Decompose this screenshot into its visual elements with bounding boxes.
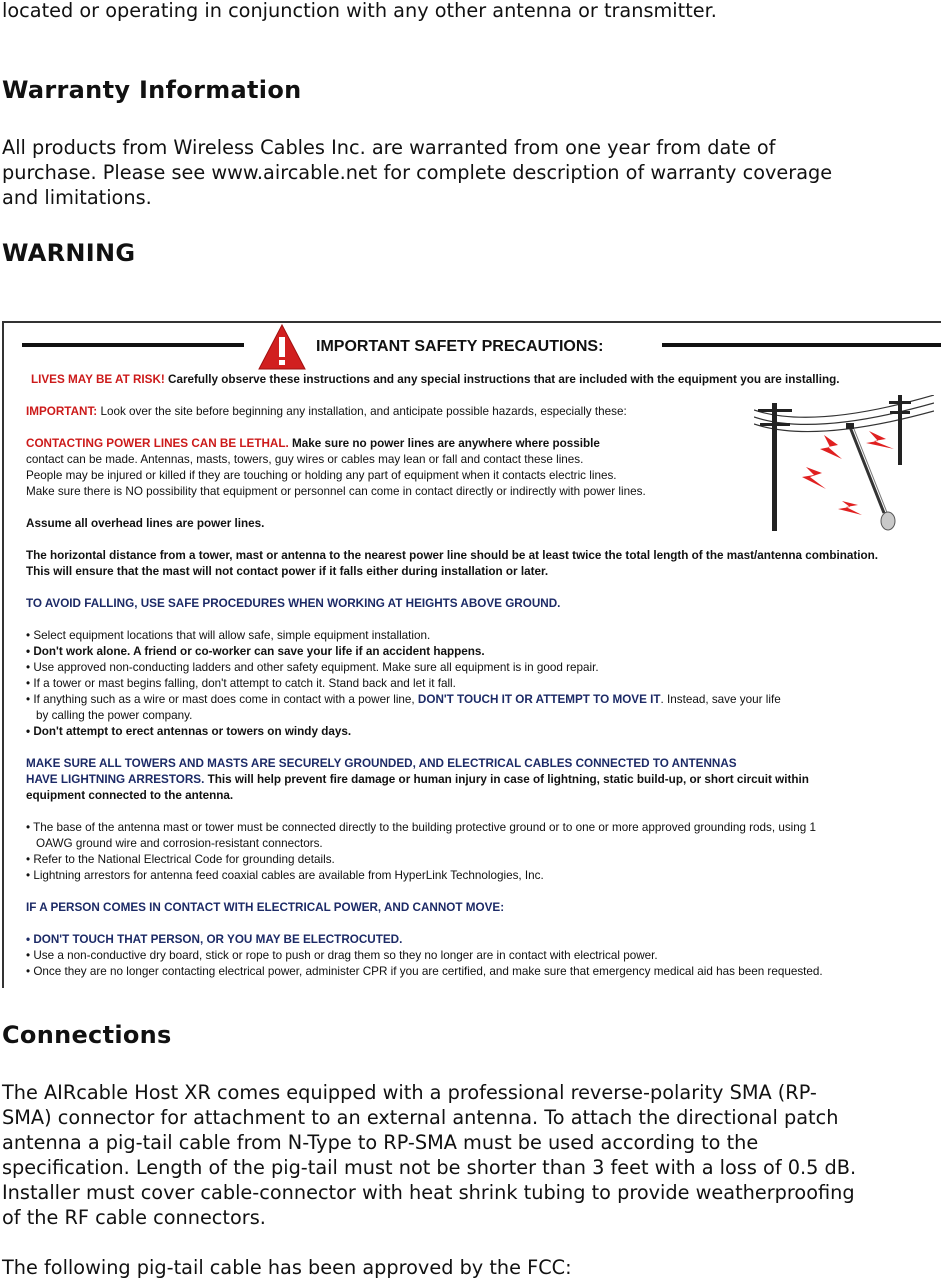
warranty-line: purchase. Please see www.aircable.net for complete description of warranty coverage	[2, 161, 833, 184]
lethal-line: People may be injured or killed if they are touching or holding any part of equipment when it contacts electric lines.	[26, 469, 617, 482]
ground-line	[26, 772, 809, 787]
falling-bullet: • If a tower or mast begins falling, don't attempt to catch it. Stand back and let it fall.	[26, 677, 456, 690]
distance-line: This will ensure that the mast will not contact power if it falls either during installation or later.	[26, 565, 549, 578]
warranty-heading: Warranty Information	[2, 76, 302, 104]
connections-line: antenna a pig-tail cable from N-Type to RP-SMA must be used according to the	[2, 1131, 759, 1154]
connections-line: of the RF cable connectors.	[2, 1206, 266, 1229]
title-rule-right	[662, 343, 941, 347]
falling-heading: TO AVOID FALLING, USE SAFE PROCEDURES WHEN WORKING AT HEIGHTS ABOVE GROUND.	[26, 597, 561, 610]
contact-heading: IF A PERSON COMES IN CONTACT WITH ELECTRICAL POWER, AND CANNOT MOVE:	[26, 901, 505, 914]
warranty-line: and limitations.	[2, 186, 152, 209]
warning-triangle-icon	[257, 323, 307, 371]
safety-title: IMPORTANT SAFETY PRECAUTIONS:	[316, 338, 604, 355]
touch-lead: DON'T TOUCH IT OR ATTEMPT TO MOVE IT	[417, 693, 661, 706]
ground-text: This will help prevent fire damage or human injury in case of lightning, static build-up, or short circuit within	[204, 773, 809, 786]
approved-line: The following pig-tail cable has been approved by the FCC:	[2, 1256, 572, 1279]
lethal-line: Make sure there is NO possibility that equipment or personnel can come in contact directly or indirectly with power lines.	[26, 485, 646, 498]
ground-lead: HAVE LIGHTNING ARRESTORS.	[26, 773, 205, 786]
power-lines-hazard-illustration	[754, 395, 934, 545]
title-rule-left	[22, 343, 244, 347]
falling-bullet: • Don't work alone. A friend or co-worker can save your life if an accident happens.	[26, 645, 485, 658]
touch-cont: by calling the power company.	[36, 709, 193, 722]
connections-line: Installer must cover cable-connector with heat shrink tubing to provide weatherproofing	[2, 1181, 855, 1204]
falling-bullet: • Select equipment locations that will allow safe, simple equipment installation.	[26, 629, 431, 642]
touch-pre: • If anything such as a wire or mast does come in contact with a power line,	[26, 693, 418, 706]
contact-bullet: • DON'T TOUCH THAT PERSON, OR YOU MAY BE ELECTROCUTED.	[26, 933, 403, 946]
touch-line	[26, 692, 781, 707]
assume-line: Assume all overhead lines are power lines.	[26, 517, 265, 530]
touch-post: . Instead, save your life	[660, 693, 781, 706]
contact-bullet: • Once they are no longer contacting electrical power, administer CPR if you are certified, and make sure that emergency medical aid has been requested.	[26, 965, 823, 978]
risk-text: Carefully observe these instructions and any special instructions that are included with the equipment you are installing.	[164, 373, 840, 386]
important-text: Look over the site before beginning any installation, and anticipate possible hazards, especially these:	[97, 405, 627, 418]
falling-bullet: • Use approved non-conducting ladders and other safety equipment. Make sure all equipment is in good repair.	[26, 661, 599, 674]
risk-line	[31, 372, 840, 387]
lethal-lead: CONTACTING POWER LINES CAN BE LETHAL.	[26, 437, 289, 450]
lethal-line: contact can be made. Antennas, masts, towers, guy wires or cables may lean or fall and contact these lines.	[26, 453, 584, 466]
ground-cont: equipment connected to the antenna.	[26, 789, 234, 802]
ground-bullet: • Lightning arrestors for antenna feed coaxial cables are available from HyperLink Technologies, Inc.	[26, 869, 544, 882]
connections-heading: Connections	[2, 1021, 172, 1049]
connections-line: SMA) connector for attachment to an external antenna. To attach the directional patch	[2, 1106, 839, 1129]
windy-bullet: • Don't attempt to erect antennas or towers on windy days.	[26, 725, 352, 738]
distance-line: The horizontal distance from a tower, mast or antenna to the nearest power line should be at least twice the total length of the mast/antenna combination.	[26, 549, 879, 562]
safety-precautions-panel	[2, 321, 941, 988]
important-lead: IMPORTANT:	[26, 405, 98, 418]
ground-heading: MAKE SURE ALL TOWERS AND MASTS ARE SECURELY GROUNDED, AND ELECTRICAL CABLES CONNECTED TO ANTENNAS	[26, 757, 737, 770]
lethal-line	[26, 436, 600, 451]
ground-bullet-cont: OAWG ground wire and corrosion-resistant connectors.	[36, 837, 323, 850]
connections-line: The AIRcable Host XR comes equipped with a professional reverse-polarity SMA (RP-	[2, 1081, 817, 1104]
ground-bullet: • The base of the antenna mast or tower must be connected directly to the building protective ground or to one or more approved grounding rods, using 1	[26, 821, 817, 834]
intro-line: located or operating in conjunction with any other antenna or transmitter.	[2, 0, 717, 22]
warranty-line: All products from Wireless Cables Inc. are warranted from one year from date of	[2, 136, 776, 159]
contact-bullet: • Use a non-conductive dry board, stick or rope to push or drag them so they no longer are in contact with electrical power.	[26, 949, 658, 962]
risk-lead: LIVES MAY BE AT RISK!	[31, 373, 165, 386]
important-line	[26, 404, 627, 419]
warning-heading: WARNING	[2, 239, 136, 267]
ground-bullet: • Refer to the National Electrical Code for grounding details.	[26, 853, 335, 866]
lethal-text: Make sure no power lines are anywhere where possible	[288, 437, 600, 450]
connections-line: specification. Length of the pig-tail must not be shorter than 3 feet with a loss of 0.5 dB.	[2, 1156, 857, 1179]
